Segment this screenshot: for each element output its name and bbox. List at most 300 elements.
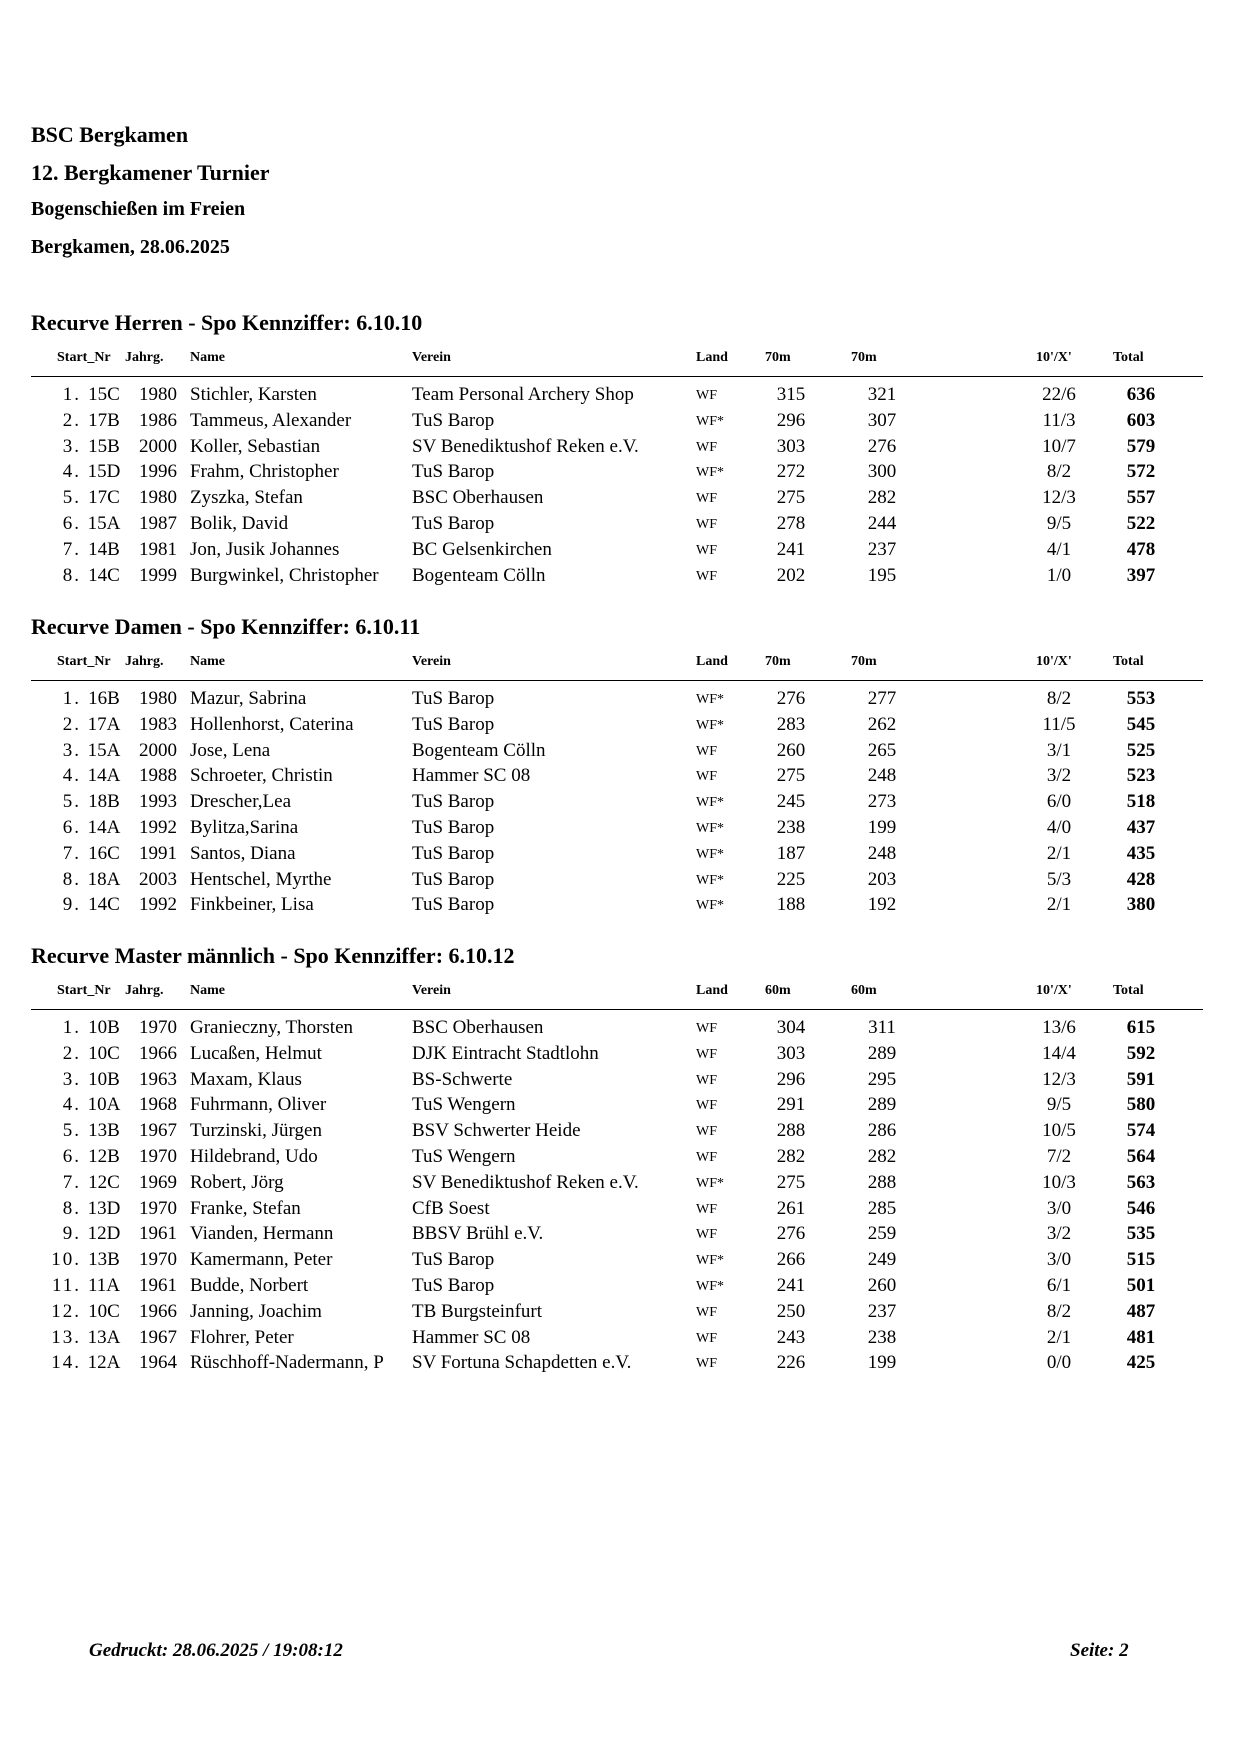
cell-land: WF	[696, 769, 717, 785]
cell-total: 636	[1126, 384, 1156, 405]
cell-start: 12A	[87, 1352, 121, 1374]
cell-d2: 248	[867, 842, 897, 864]
cell-x: 12/3	[1042, 1068, 1076, 1090]
cell-d2: 321	[867, 384, 897, 405]
cell-rank: 8.	[62, 1197, 81, 1219]
cell-d1: 272	[776, 461, 806, 483]
cell-start: 18B	[88, 791, 120, 813]
column-header-year: Jahrg.	[125, 350, 164, 365]
section-title: Recurve Damen - Spo Kennziffer: 6.10.11	[31, 614, 421, 639]
table-row	[31, 1327, 1203, 1353]
cell-d1: 266	[776, 1249, 806, 1271]
cell-d2: 199	[867, 816, 897, 838]
table-row	[31, 1094, 1203, 1120]
cell-x: 3/1	[1046, 739, 1072, 761]
table-row	[31, 384, 1203, 410]
column-header-year: Jahrg.	[125, 983, 164, 998]
cell-land: WF	[696, 1201, 717, 1217]
cell-start: 14B	[88, 538, 120, 560]
table-row	[31, 740, 1203, 766]
cell-total: 515	[1126, 1249, 1156, 1271]
table-row	[31, 843, 1203, 869]
cell-rank: 5.	[62, 487, 81, 509]
cell-name: Maxam, Klaus	[190, 1068, 302, 1090]
cell-year: 1966	[139, 1042, 177, 1064]
cell-d1: 226	[776, 1352, 806, 1374]
cell-start: 15C	[88, 384, 120, 405]
cell-x: 9/5	[1046, 512, 1072, 534]
cell-name: Schroeter, Christin	[190, 765, 333, 787]
cell-start: 13B	[88, 1249, 120, 1271]
cell-club: TuS Barop	[412, 1274, 495, 1296]
column-header-x: 10'/X'	[1036, 983, 1072, 998]
column-header-start: Start_Nr	[57, 983, 111, 998]
cell-land: WF	[696, 1330, 717, 1346]
cell-x: 2/1	[1046, 894, 1072, 916]
cell-start: 16C	[88, 842, 120, 864]
cell-year: 1991	[139, 842, 177, 864]
cell-total: 615	[1126, 1017, 1156, 1038]
cell-d2: 259	[867, 1223, 897, 1245]
cell-club: Bogenteam Cölln	[412, 739, 546, 761]
cell-d2: 282	[867, 487, 897, 509]
cell-rank: 7.	[62, 538, 81, 560]
column-header-name: Name	[190, 654, 225, 669]
cell-land: WF	[696, 1356, 717, 1372]
cell-year: 1986	[139, 409, 177, 431]
cell-start: 17C	[88, 487, 120, 509]
cell-year: 1970	[139, 1197, 177, 1219]
cell-d2: 307	[867, 409, 897, 431]
cell-name: Santos, Diana	[190, 842, 296, 864]
column-header-row	[31, 983, 1203, 1003]
cell-total: 425	[1126, 1352, 1156, 1374]
cell-d1: 275	[776, 487, 806, 509]
cell-rank: 6.	[62, 816, 81, 838]
cell-d2: 244	[867, 512, 897, 534]
cell-year: 1987	[139, 512, 177, 534]
cell-name: Rüschhoff-Nadermann, P	[190, 1352, 384, 1374]
column-header-x: 10'/X'	[1036, 350, 1072, 365]
cell-total: 572	[1126, 461, 1156, 483]
cell-start: 14C	[88, 894, 120, 916]
cell-club: Hammer SC 08	[412, 765, 531, 787]
cell-club: TuS Barop	[412, 894, 495, 916]
cell-d2: 248	[867, 765, 897, 787]
table-row	[31, 688, 1203, 714]
cell-club: BBSV Brühl e.V.	[412, 1223, 544, 1245]
cell-name: Zyszka, Stefan	[190, 487, 303, 509]
result-rows	[31, 384, 1203, 590]
cell-d1: 275	[776, 765, 806, 787]
cell-total: 380	[1126, 894, 1156, 916]
cell-d2: 262	[867, 713, 897, 735]
cell-total: 481	[1126, 1326, 1156, 1348]
cell-club: BSC Oberhausen	[412, 487, 544, 509]
cell-land: WF*	[696, 898, 724, 914]
cell-name: Janning, Joachim	[190, 1300, 322, 1322]
header-rule	[31, 1009, 1203, 1010]
table-row	[31, 1120, 1203, 1146]
tournament-name: 12. Bergkamener Turnier	[31, 160, 270, 185]
cell-rank: 7.	[62, 842, 81, 864]
column-header-row	[31, 350, 1203, 370]
table-row	[31, 1352, 1203, 1378]
column-header-start: Start_Nr	[57, 654, 111, 669]
column-header-name: Name	[190, 350, 225, 365]
cell-total: 564	[1126, 1145, 1156, 1167]
cell-d1: 187	[776, 842, 806, 864]
cell-club: Team Personal Archery Shop	[412, 384, 634, 405]
cell-year: 2000	[139, 435, 177, 457]
cell-club: TuS Barop	[412, 842, 495, 864]
cell-land: WF*	[696, 820, 724, 836]
cell-start: 17A	[87, 713, 121, 735]
cell-start: 10C	[88, 1300, 120, 1322]
cell-year: 1999	[139, 564, 177, 586]
cell-total: 523	[1126, 765, 1156, 787]
cell-d2: 285	[867, 1197, 897, 1219]
cell-total: 580	[1126, 1094, 1156, 1116]
cell-land: WF*	[696, 1175, 724, 1191]
cell-d1: 275	[776, 1171, 806, 1193]
cell-d1: 276	[776, 688, 806, 709]
column-header-x: 10'/X'	[1036, 654, 1072, 669]
column-header-d2: 70m	[851, 654, 877, 669]
column-header-land: Land	[696, 654, 728, 669]
cell-land: WF	[696, 1124, 717, 1140]
cell-x: 9/5	[1046, 1094, 1072, 1116]
cell-d1: 241	[776, 1274, 806, 1296]
cell-x: 10/7	[1042, 435, 1076, 457]
column-header-year: Jahrg.	[125, 654, 164, 669]
cell-rank: 5.	[62, 791, 81, 813]
table-row	[31, 1301, 1203, 1327]
cell-name: Hollenhorst, Caterina	[190, 713, 354, 735]
cell-year: 1980	[139, 487, 177, 509]
column-header-start: Start_Nr	[57, 350, 111, 365]
cell-rank: 4.	[62, 1094, 81, 1116]
cell-name: Turzinski, Jürgen	[190, 1120, 322, 1142]
cell-total: 535	[1126, 1223, 1156, 1245]
cell-start: 18A	[87, 868, 121, 890]
cell-x: 5/3	[1046, 868, 1072, 890]
cell-d1: 238	[776, 816, 806, 838]
cell-year: 1970	[139, 1249, 177, 1271]
cell-club: Hammer SC 08	[412, 1326, 531, 1348]
cell-club: DJK Eintracht Stadtlohn	[412, 1042, 599, 1064]
cell-name: Koller, Sebastian	[190, 435, 321, 457]
cell-x: 10/5	[1042, 1120, 1076, 1142]
cell-rank: 3.	[62, 739, 81, 761]
cell-d1: 202	[776, 564, 806, 586]
cell-land: WF	[696, 516, 717, 532]
cell-name: Mazur, Sabrina	[190, 688, 307, 709]
cell-rank: 3.	[62, 1068, 81, 1090]
cell-year: 1983	[139, 713, 177, 735]
cell-start: 14A	[87, 765, 121, 787]
header-rule	[31, 376, 1203, 377]
cell-land: WF*	[696, 413, 724, 429]
cell-rank: 4.	[62, 765, 81, 787]
cell-land: WF*	[696, 717, 724, 733]
table-row	[31, 461, 1203, 487]
cell-total: 603	[1126, 409, 1156, 431]
cell-name: Frahm, Christopher	[190, 461, 339, 483]
table-row	[31, 487, 1203, 513]
column-header-land: Land	[696, 983, 728, 998]
table-row	[31, 765, 1203, 791]
column-header-d2: 60m	[851, 983, 877, 998]
result-rows	[31, 1017, 1203, 1378]
cell-year: 1988	[139, 765, 177, 787]
cell-rank: 9.	[62, 894, 81, 916]
cell-total: 522	[1126, 512, 1156, 534]
cell-x: 13/6	[1042, 1017, 1076, 1038]
cell-d1: 291	[776, 1094, 806, 1116]
cell-total: 518	[1126, 791, 1156, 813]
cell-name: Burgwinkel, Christopher	[190, 564, 379, 586]
cell-x: 7/2	[1046, 1145, 1072, 1167]
cell-club: TuS Barop	[412, 1249, 495, 1271]
cell-rank: 6.	[62, 1145, 81, 1167]
cell-year: 1969	[139, 1171, 177, 1193]
page-number: Seite: 2	[1070, 1640, 1129, 1661]
cell-year: 1970	[139, 1145, 177, 1167]
cell-rank: 1.	[62, 1017, 81, 1038]
cell-rank: 8.	[62, 868, 81, 890]
table-row	[31, 1069, 1203, 1095]
cell-d1: 288	[776, 1120, 806, 1142]
place-date: Bergkamen, 28.06.2025	[31, 236, 230, 258]
cell-start: 15B	[88, 435, 120, 457]
cell-start: 14A	[87, 816, 121, 838]
column-header-club: Verein	[412, 983, 451, 998]
cell-total: 397	[1126, 564, 1156, 586]
header-rule	[31, 680, 1203, 681]
cell-land: WF	[696, 568, 717, 584]
cell-year: 2003	[139, 868, 177, 890]
cell-rank: 11.	[51, 1274, 81, 1296]
cell-rank: 2.	[62, 1042, 81, 1064]
cell-x: 11/3	[1042, 409, 1076, 431]
cell-land: WF*	[696, 1278, 724, 1294]
cell-total: 553	[1126, 688, 1156, 709]
cell-club: TuS Barop	[412, 816, 495, 838]
cell-name: Lucaßen, Helmut	[190, 1042, 322, 1064]
cell-total: 501	[1126, 1274, 1156, 1296]
cell-name: Flohrer, Peter	[190, 1326, 294, 1348]
cell-total: 574	[1126, 1120, 1156, 1142]
table-row	[31, 791, 1203, 817]
cell-x: 22/6	[1042, 384, 1076, 405]
cell-rank: 2.	[62, 713, 81, 735]
cell-x: 8/2	[1046, 461, 1072, 483]
cell-year: 1968	[139, 1094, 177, 1116]
cell-start: 17B	[88, 409, 120, 431]
cell-year: 1961	[139, 1274, 177, 1296]
cell-year: 1961	[139, 1223, 177, 1245]
cell-club: TB Burgsteinfurt	[412, 1300, 543, 1322]
cell-d1: 261	[776, 1197, 806, 1219]
table-row	[31, 817, 1203, 843]
cell-d1: 276	[776, 1223, 806, 1245]
cell-land: WF	[696, 1021, 717, 1036]
cell-rank: 7.	[62, 1171, 81, 1193]
cell-d2: 277	[867, 688, 897, 709]
cell-club: Bogenteam Cölln	[412, 564, 546, 586]
cell-d2: 237	[867, 538, 897, 560]
column-header-total: Total	[1113, 654, 1144, 669]
cell-d2: 286	[867, 1120, 897, 1142]
cell-year: 1992	[139, 816, 177, 838]
cell-rank: 3.	[62, 435, 81, 457]
cell-year: 1966	[139, 1300, 177, 1322]
cell-d2: 288	[867, 1171, 897, 1193]
cell-land: WF	[696, 1072, 717, 1088]
cell-d1: 296	[776, 409, 806, 431]
cell-rank: 4.	[62, 461, 81, 483]
cell-name: Jon, Jusik Johannes	[190, 538, 340, 560]
cell-d2: 273	[867, 791, 897, 813]
cell-land: WF	[696, 491, 717, 507]
column-header-d2: 70m	[851, 350, 877, 365]
cell-total: 545	[1126, 713, 1156, 735]
cell-x: 3/0	[1046, 1197, 1072, 1219]
cell-start: 16B	[88, 688, 120, 709]
column-header-total: Total	[1113, 350, 1144, 365]
cell-name: Finkbeiner, Lisa	[190, 894, 314, 916]
cell-name: Hildebrand, Udo	[190, 1145, 318, 1167]
cell-total: 579	[1126, 435, 1156, 457]
cell-d2: 199	[867, 1352, 897, 1374]
cell-rank: 1.	[62, 688, 81, 709]
table-row	[31, 714, 1203, 740]
cell-x: 10/3	[1042, 1171, 1076, 1193]
cell-total: 592	[1126, 1042, 1156, 1064]
cell-land: WF	[696, 1098, 717, 1114]
cell-d1: 188	[776, 894, 806, 916]
column-header-land: Land	[696, 350, 728, 365]
cell-d2: 192	[867, 894, 897, 916]
cell-d1: 303	[776, 1042, 806, 1064]
cell-name: Franke, Stefan	[190, 1197, 301, 1219]
table-row	[31, 436, 1203, 462]
cell-d1: 245	[776, 791, 806, 813]
table-row	[31, 513, 1203, 539]
cell-rank: 9.	[62, 1223, 81, 1245]
cell-land: WF*	[696, 465, 724, 481]
table-row	[31, 1043, 1203, 1069]
cell-total: 525	[1126, 739, 1156, 761]
discipline: Bogenschießen im Freien	[31, 198, 246, 220]
cell-name: Kamermann, Peter	[190, 1249, 333, 1271]
cell-start: 11A	[87, 1274, 121, 1296]
column-header-d1: 70m	[765, 350, 791, 365]
cell-club: TuS Barop	[412, 461, 495, 483]
cell-club: TuS Barop	[412, 868, 495, 890]
cell-x: 2/1	[1046, 1326, 1072, 1348]
cell-x: 14/4	[1042, 1042, 1076, 1064]
table-row	[31, 894, 1203, 920]
cell-rank: 12.	[51, 1300, 81, 1322]
cell-year: 1992	[139, 894, 177, 916]
cell-land: WF	[696, 1046, 717, 1062]
cell-club: SV Fortuna Schapdetten e.V.	[412, 1352, 632, 1374]
cell-name: Vianden, Hermann	[190, 1223, 334, 1245]
cell-d2: 238	[867, 1326, 897, 1348]
cell-name: Jose, Lena	[190, 739, 271, 761]
table-row	[31, 1275, 1203, 1301]
cell-land: WF*	[696, 846, 724, 862]
cell-land: WF*	[696, 795, 724, 811]
club-name: BSC Bergkamen	[31, 122, 189, 147]
cell-year: 1964	[139, 1352, 177, 1374]
table-row	[31, 410, 1203, 436]
cell-land: WF*	[696, 1253, 724, 1269]
cell-d1: 241	[776, 538, 806, 560]
cell-start: 12B	[88, 1145, 120, 1167]
cell-total: 563	[1126, 1171, 1156, 1193]
cell-total: 478	[1126, 538, 1156, 560]
cell-start: 15A	[87, 739, 121, 761]
cell-year: 1970	[139, 1017, 177, 1038]
cell-total: 546	[1126, 1197, 1156, 1219]
cell-land: WF	[696, 743, 717, 759]
cell-year: 1980	[139, 688, 177, 709]
cell-club: TuS Barop	[412, 409, 495, 431]
cell-start: 12D	[87, 1223, 121, 1245]
cell-start: 10C	[88, 1042, 120, 1064]
cell-start: 15D	[87, 461, 121, 483]
cell-rank: 5.	[62, 1120, 81, 1142]
cell-d1: 250	[776, 1300, 806, 1322]
cell-d1: 282	[776, 1145, 806, 1167]
cell-club: TuS Wengern	[412, 1094, 516, 1116]
cell-d2: 249	[867, 1249, 897, 1271]
cell-rank: 6.	[62, 512, 81, 534]
cell-land: WF	[696, 388, 717, 403]
cell-d2: 265	[867, 739, 897, 761]
cell-d1: 296	[776, 1068, 806, 1090]
cell-d1: 283	[776, 713, 806, 735]
cell-rank: 1.	[62, 384, 81, 405]
cell-club: BC Gelsenkirchen	[412, 538, 552, 560]
cell-x: 4/1	[1046, 538, 1072, 560]
result-rows	[31, 688, 1203, 920]
cell-total: 591	[1126, 1068, 1156, 1090]
cell-name: Granieczny, Thorsten	[190, 1017, 354, 1038]
cell-land: WF	[696, 1227, 717, 1243]
cell-name: Bolik, David	[190, 512, 289, 534]
cell-x: 6/1	[1046, 1274, 1072, 1296]
cell-d2: 311	[868, 1017, 896, 1038]
cell-total: 487	[1126, 1300, 1156, 1322]
cell-land: WF*	[696, 692, 724, 707]
cell-name: Hentschel, Myrthe	[190, 868, 332, 890]
cell-x: 0/0	[1046, 1352, 1072, 1374]
cell-d1: 304	[776, 1017, 806, 1038]
cell-year: 1980	[139, 384, 177, 405]
cell-land: WF*	[696, 872, 724, 888]
cell-x: 3/0	[1046, 1249, 1072, 1271]
cell-d1: 278	[776, 512, 806, 534]
cell-x: 11/5	[1042, 713, 1076, 735]
table-row	[31, 1198, 1203, 1224]
cell-d1: 303	[776, 435, 806, 457]
cell-name: Fuhrmann, Oliver	[190, 1094, 327, 1116]
column-header-club: Verein	[412, 350, 451, 365]
